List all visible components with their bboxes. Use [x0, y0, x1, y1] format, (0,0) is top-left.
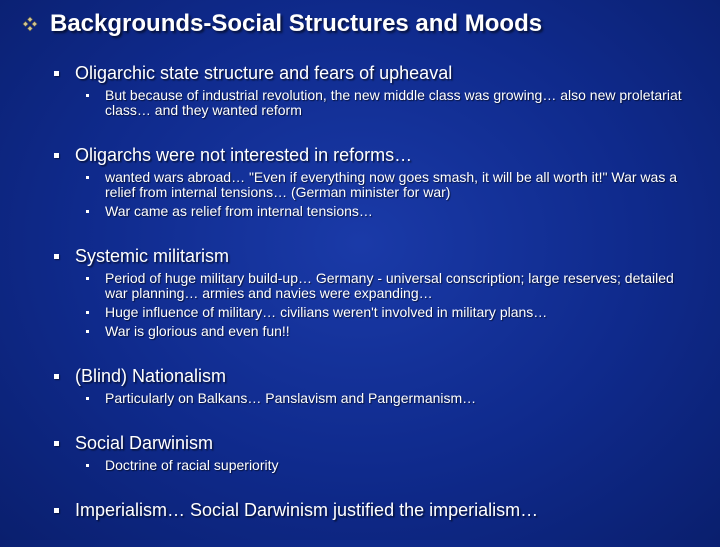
- slide-header: [22, 10, 542, 38]
- square-bullet-icon: [54, 153, 59, 158]
- sub-bullet-text: Particularly on Balkans… Panslavism and Pangermanism…: [105, 390, 477, 406]
- sub-bullet-text: Doctrine of racial superiority: [105, 457, 279, 473]
- square-bullet-icon: [54, 254, 59, 259]
- sub-bullet-text: War came as relief from internal tensions…: [105, 203, 373, 219]
- bullet-level-2: [86, 305, 704, 320]
- diamond-cluster-bullet-icon: [22, 16, 38, 32]
- bullet-level-1: [54, 499, 704, 521]
- section-militarism: [54, 245, 704, 339]
- sub-bullet-text: War is glorious and even fun!!: [105, 323, 290, 339]
- small-square-bullet-icon: [86, 397, 89, 400]
- bullet-heading: Oligarchs were not interested in reforms…: [75, 145, 413, 165]
- section-nationalism: [54, 365, 704, 406]
- slide-content: [54, 62, 704, 547]
- bullet-level-2: [86, 88, 704, 118]
- small-square-bullet-icon: [86, 311, 89, 314]
- square-bullet-icon: [54, 374, 59, 379]
- section-oligarchs: [54, 144, 704, 219]
- sub-bullet-list: [86, 88, 704, 118]
- bullet-level-2: [86, 271, 704, 301]
- small-square-bullet-icon: [86, 464, 89, 467]
- bullet-level-2: [86, 458, 704, 473]
- sub-bullet-list: [86, 271, 704, 339]
- bullet-heading: Social Darwinism: [75, 433, 214, 453]
- small-square-bullet-icon: [86, 176, 89, 179]
- bullet-level-1: [54, 144, 704, 166]
- square-bullet-icon: [54, 508, 59, 513]
- bullet-level-1: [54, 432, 704, 454]
- bullet-heading: Oligarchic state structure and fears of upheaval: [75, 63, 453, 83]
- bullet-level-2: [86, 391, 704, 406]
- sub-bullet-text: But because of industrial revolution, the new middle class was growing… also new proletariat class… and they wanted reform: [105, 87, 682, 118]
- sub-bullet-text: wanted wars abroad… "Even if everything now goes smash, it will be all worth it!" War was a relief from internal tensions… (German minister for war): [105, 169, 677, 200]
- bullet-heading: (Blind) Nationalism: [75, 366, 227, 386]
- section-social-darwinism: [54, 432, 704, 473]
- bullet-level-2: [86, 324, 704, 339]
- bullet-heading: Imperialism… Social Darwinism justified the imperialism…: [75, 500, 539, 520]
- bullet-level-1: [54, 62, 704, 84]
- square-bullet-icon: [54, 441, 59, 446]
- sub-bullet-list: [86, 170, 704, 219]
- sub-bullet-list: [86, 458, 704, 473]
- bullet-level-1: [54, 245, 704, 267]
- bullet-level-2: [86, 204, 704, 219]
- slide-title: Backgrounds-Social Structures and Moods: [50, 10, 543, 37]
- bullet-heading: Systemic militarism: [75, 246, 230, 266]
- sub-bullet-text: Period of huge military build-up… Germany - universal conscription; large reserves; detailed war planning… armies and navies were expanding…: [105, 270, 674, 301]
- bullet-level-1: [54, 365, 704, 387]
- section-oligarchic-state: [54, 62, 704, 118]
- bullet-level-2: [86, 170, 704, 200]
- sub-bullet-text: Huge influence of military… civilians weren't involved in military plans…: [105, 304, 548, 320]
- small-square-bullet-icon: [86, 94, 89, 97]
- small-square-bullet-icon: [86, 210, 89, 213]
- square-bullet-icon: [54, 71, 59, 76]
- sub-bullet-list: [86, 391, 704, 406]
- section-imperialism: [54, 499, 704, 521]
- small-square-bullet-icon: [86, 330, 89, 333]
- small-square-bullet-icon: [86, 277, 89, 280]
